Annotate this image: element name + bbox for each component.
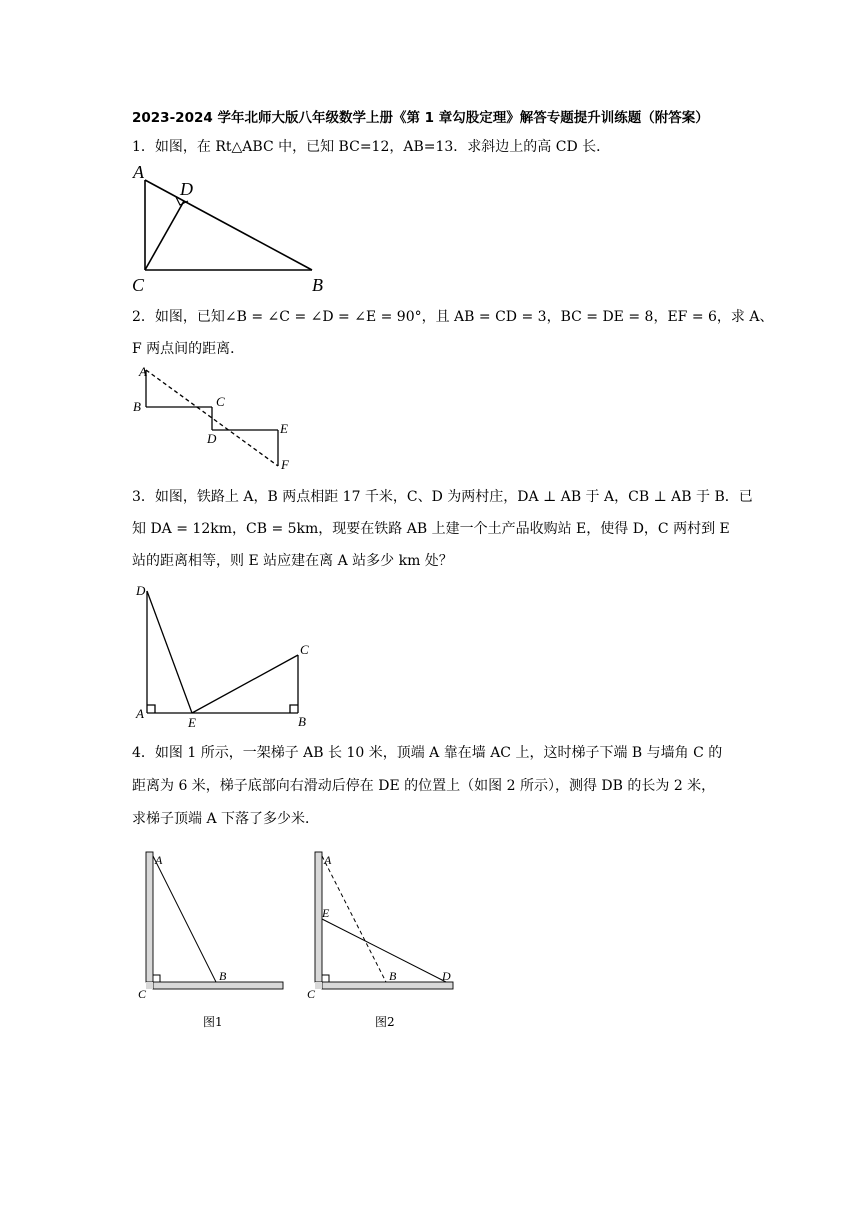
document-title: 2023-2024 学年北师大版八年级数学上册《第 1 章勾股定理》解答专题提升训练题（附答案） — [132, 110, 709, 126]
fig1-label-a: A — [133, 162, 144, 182]
fig1-label-b: B — [312, 275, 323, 295]
fig2-label-c: C — [216, 394, 225, 409]
fig2-label-e: E — [280, 421, 288, 436]
problem-3-line-1: 3．如图，铁路上 A，B 两点相距 17 千米，C、D 为两村庄，DA ⊥ AB 于 A，CB ⊥ AB 于 B．已 — [132, 489, 753, 505]
problem-3-line-2: 知 DA = 12km，CB = 5km，现要在铁路 AB 上建一个土产品收购站 E，使得 D，C 两村到 E — [132, 521, 730, 537]
fig4b-label-d: D — [442, 969, 451, 983]
fig4a-label-c: C — [138, 987, 147, 1001]
fig2-label-a: A — [139, 364, 147, 379]
fig2-label-b: B — [133, 399, 141, 414]
fig4a-caption: 图1 — [203, 1015, 223, 1029]
figure-4-ladder-1 — [130, 846, 290, 1036]
problem-1-line-1: 1．如图，在 Rt△ABC 中，已知 BC=12，AB=13．求斜边上的高 CD 长． — [132, 139, 611, 155]
figure-2-stepped-path — [130, 362, 310, 477]
problem-4-line-2: 距离为 6 米，梯子底部向右滑动后停在 DE 的位置上（如图 2 所示），测得 DB 的长为 2 米， — [132, 778, 716, 794]
problem-4-line-1: 4．如图 1 所示，一架梯子 AB 长 10 米，顶端 A 靠在墙 AC 上，这时梯子下端 B 与墙角 C 的 — [132, 745, 723, 761]
figure-3-railway-villages — [130, 580, 320, 730]
fig3-label-b: B — [298, 714, 306, 729]
problem-2-line-1: 2．如图，已知∠B = ∠C = ∠D = ∠E = 90°，且 AB = CD = 3，BC = DE = 8，EF = 6，求 A、 — [132, 309, 774, 325]
fig4b-label-e: E — [322, 906, 330, 920]
fig3-label-a: A — [136, 706, 144, 721]
fig4b-label-b: B — [389, 969, 397, 983]
figure-1-right-triangle — [130, 162, 330, 297]
fig3-label-e: E — [188, 715, 196, 730]
fig1-label-c: C — [132, 275, 145, 295]
fig4a-label-b: B — [219, 969, 227, 983]
fig2-label-d: D — [207, 431, 217, 446]
fig4b-label-c: C — [307, 987, 316, 1001]
figure-4-ladder-2 — [300, 846, 470, 1036]
fig2-label-f: F — [281, 457, 289, 472]
problem-3-line-3: 站的距离相等，则 E 站应建在离 A 站多少 km 处？ — [132, 553, 453, 569]
fig4b-caption: 图2 — [375, 1015, 395, 1029]
problem-2-line-2: F 两点间的距离． — [132, 341, 245, 357]
problem-4-line-3: 求梯子顶端 A 下落了多少米． — [132, 811, 320, 827]
fig4b-label-a: A — [324, 853, 332, 867]
fig3-label-d: D — [136, 583, 146, 598]
fig3-label-c: C — [300, 642, 309, 657]
fig4a-label-a: A — [155, 853, 163, 867]
fig1-label-d: D — [180, 179, 193, 199]
